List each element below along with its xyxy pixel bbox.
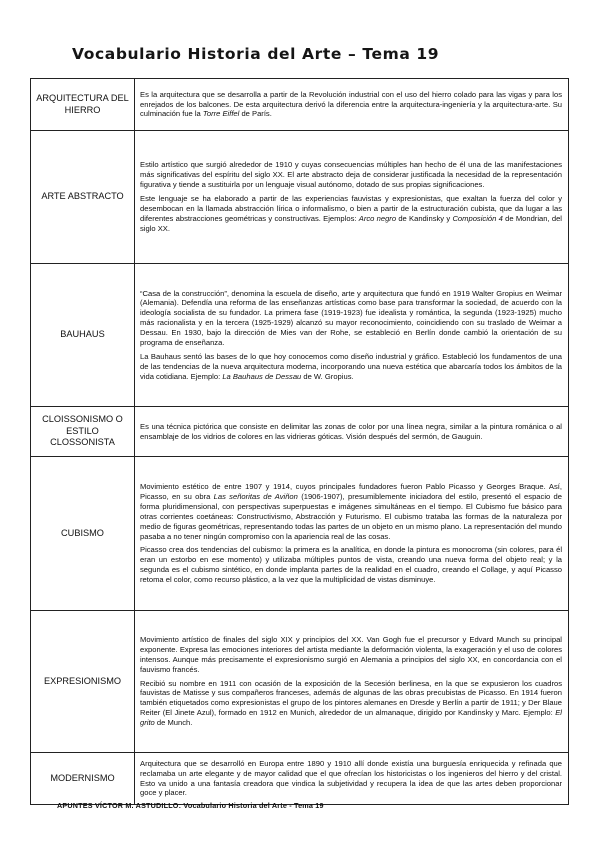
term-cell: MODERNISMO xyxy=(31,753,135,805)
definition-cell xyxy=(135,407,569,457)
term-cell: CUBISMO xyxy=(31,457,135,611)
table-row xyxy=(31,753,569,805)
definition-text: La Bauhaus sentó las bases de lo que hoy conocemos como diseño industrial y gráfico. Estableció los fundamentos de una de las tendencias de la nueva arquitectura moderna, incorporando una nueva estética que abarcaría todos los ámbitos de la vida cotidiana. Ejemplo: xyxy=(140,351,562,381)
definition-paragraph xyxy=(140,289,562,348)
definition-text: (1906-1907), presumiblemente iniciadora del estilo, presentó el espacio de forma pluridimensional, con perspectivas superpuestas e imágenes simultáneas en el tiempo. El Cubismo fue básico para otras corrientes coetáneas: Constructivismo, Abstracción y Futurismo. El cubismo trataba las formas de la naturaleza por medio de figuras geométricas, representando todas las partes de un objeto en un mismo plano. La representación del mundo pasaba a no tener ningún compromiso con la apariencia real de las cosas. xyxy=(140,492,562,541)
artwork-title: Las señoritas de Aviñon xyxy=(213,492,298,502)
definition-text: de París. xyxy=(239,109,272,119)
table-row xyxy=(31,131,569,264)
table-row xyxy=(31,407,569,457)
table-row xyxy=(31,611,569,753)
term-cell: ARQUITECTURA DEL HIERRO xyxy=(31,79,135,131)
definition-cell xyxy=(135,131,569,264)
definition-paragraph xyxy=(140,160,562,190)
definition-text: de Mondrian, del siglo XX. xyxy=(140,213,562,233)
definition-text: Movimiento artístico de finales del siglo XIX y principios del XX. Van Gogh fue el precursor y Edvard Munch su principal exponente. Expresa las emociones interiores del artista mediante la deformación violenta, la exageración y el uso de colores intensos. Aunque más precisamente el expresionismo surgió en Alemania a principios del siglo XX, en concordancia con el fauvismo francés. xyxy=(140,635,562,674)
artwork-title: La Bauhaus de Dessau xyxy=(222,371,302,381)
table-row xyxy=(31,457,569,611)
definition-text: Movimiento estético de entre 1907 y 1914, cuyos principales fundadores fueron Pablo Picasso y Georges Braque. Así, Picasso, en su obra xyxy=(140,482,562,502)
definition-text: Es la arquitectura que se desarrolla a partir de la Revolución industrial con el uso del hierro colado para las vigas y para los enrejados de los balcones. De esta arquitectura derivó la diferencia entre la arquitectura-ingeniería y la arquitectura-arte. Su culminación fue la xyxy=(140,89,562,119)
definition-text: Este lenguaje se ha elaborado a partir de las experiencias fauvistas y expresionistas, que exaltan la fuerza del color y desembocan en la llamada abstracción lírica o informalismo, o bien a partir de la estructuración cubista, que da lugar a las diferentes abstracciones geométricas y constructivas. Ejemplos: xyxy=(140,194,562,223)
definition-text: Picasso crea dos tendencias del cubismo: la primera es la analítica, en donde la pintura es monocroma (sin colores, para él eran un estorbo en ese momento) y utilizaba múltiples puntos de vista, creando una nueva forma del objeto real; y la segunda es el cubismo sintético, en donde implanta partes de la realidad en el cuadro, creando el Collage, y aquí Picasso retoma el color, como recurso plástico, a la vez que la multiplicidad de vistas disminuye. xyxy=(140,545,562,584)
definition-paragraph xyxy=(140,352,562,382)
page-title: Vocabulario Historia del Arte – Tema 19 xyxy=(72,45,440,63)
definition-text: Arquitectura que se desarrolló en Europa entre 1890 y 1910 allí donde existía una burguesía enriquecida y refinada que reclamaba un arte elegante y de mayor calidad que el que ofrecían los historicistas o los ingenieros del hierro y del cristal. Esto va unido a una fantasía creadora que vindica la subjetividad y recupera la idea de que las artes deben proporcionar goce y placer. xyxy=(140,758,562,798)
definition-cell xyxy=(135,79,569,131)
term-cell: BAUHAUS xyxy=(31,264,135,407)
footer-document-title: Vocabulario Historia del Arte - Tema 19 xyxy=(181,801,324,810)
artwork-title: El grito xyxy=(140,708,562,727)
footer-author: APUNTES VÍCTOR M. ASTUDILLO: xyxy=(57,801,182,810)
term-cell: CLOISSONISMO O ESTILO CLOSSONISTA xyxy=(31,407,135,457)
definition-text: Recibió su nombre en 1911 con ocasión de la exposición de la Secesión berlinesa, en la que se expusieron los cuadros fauvistas de Matisse y sus compañeros franceses, además de algunas de las obras precubistas de Picasso. En 1914 fueron también etiquetados como expresionistas el grupo de los pintores alemanes en Dresde y Berlín a partir de 1911; y Der Blaue Reiter (El Jinete Azul), formado en 1912 en Munich, alrededor de un almanaque, dirigido por Kandinsky y Marc. Ejemplo: xyxy=(140,678,562,718)
definition-text: “Casa de la construcción”, denomina la escuela de diseño, arte y arquitectura que fundó en 1919 Walter Gropius en Weimar (Alemania). Defendía una reforma de las enseñanzas artísticas como base para transformar la sociedad, de acuerdo con la ideología socialista de su fundador. La primera fase (1919-1923) fue idealista y romántica, la segunda (1923-1925) mucho más racionalista y en la tercera (1925-1929) alcanzó su mayor reconocimiento, coincidiendo con su traslado de Weimar a Dessau. En 1930, bajo la dirección de Mies van der Rohe, se estableció en Berlín donde cambió la orientación de su programa de enseñanza. xyxy=(140,288,562,347)
definition-cell xyxy=(135,611,569,753)
definition-text: de W. Gropius. xyxy=(301,371,354,381)
artwork-title: Arco negro xyxy=(358,213,397,223)
vocabulary-table-body xyxy=(31,79,569,805)
definition-paragraph xyxy=(140,679,562,728)
definition-paragraph xyxy=(140,422,562,442)
definition-cell xyxy=(135,753,569,805)
definition-text: Es una técnica pictórica que consiste en delimitar las zonas de color por una línea negra, similar a la pintura románica o al ensamblaje de los vidrios de colores en las vidrieras góticas. Visión después del sermón, de Gauguin. xyxy=(140,421,562,441)
table-row xyxy=(31,264,569,407)
definition-paragraph xyxy=(140,635,562,674)
definition-paragraph xyxy=(140,194,562,233)
definition-text: de Kandinsky y xyxy=(396,213,453,223)
definition-paragraph xyxy=(140,482,562,541)
definition-paragraph xyxy=(140,90,562,120)
definition-paragraph xyxy=(140,545,562,584)
artwork-title: Torre Eiffel xyxy=(202,109,240,119)
definition-cell xyxy=(135,264,569,407)
term-cell: ARTE ABSTRACTO xyxy=(31,131,135,264)
term-cell: EXPRESIONISMO xyxy=(31,611,135,753)
definition-text: de Munch. xyxy=(154,718,193,727)
definition-text: Estilo artístico que surgió alrededor de 1910 y cuyas consecuencias múltiples han hecho de él una de las manifestaciones más significativas del espíritu del siglo XX. El arte abstracto deja de considerar justificada la necesidad de la representación figurativa y tiende a sustituirla por un lenguaje visual autónomo, dotado de sus propias significaciones. xyxy=(140,160,562,190)
artwork-title: Composición 4 xyxy=(452,213,503,223)
page-footer xyxy=(57,801,324,810)
table-row xyxy=(31,79,569,131)
definition-paragraph xyxy=(140,759,562,798)
definition-cell xyxy=(135,457,569,611)
vocabulary-table xyxy=(30,78,569,805)
